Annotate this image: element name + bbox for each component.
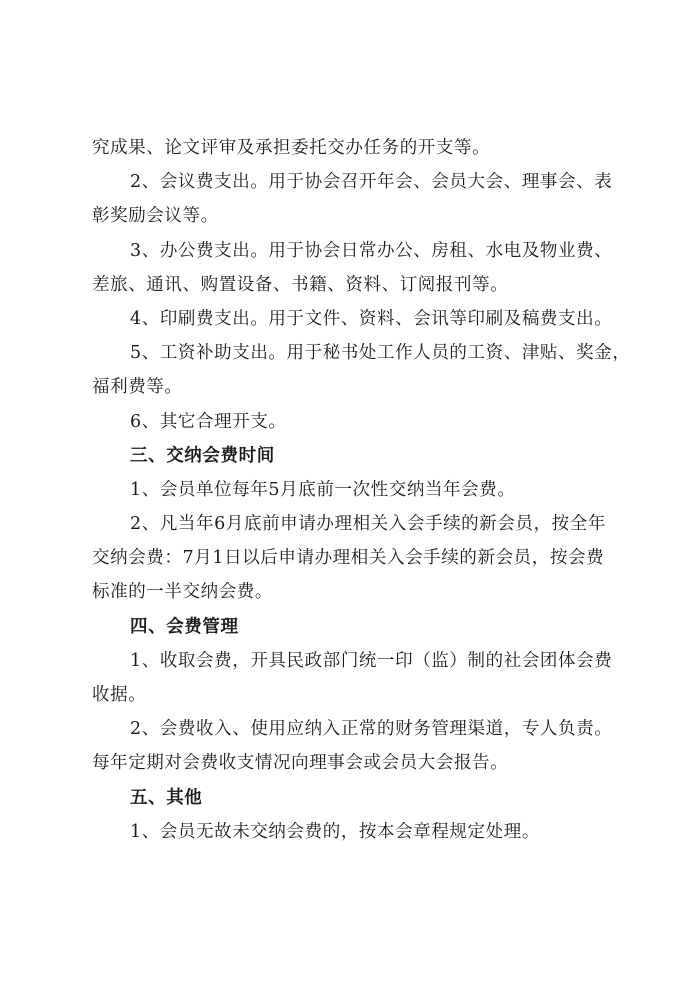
text-line: 收据。 <box>92 685 147 705</box>
text-line: 2、会议费支出。用于协会召开年会、会员大会、理事会、表 <box>130 172 613 193</box>
text-line: 5、工资补助支出。用于秘书处工作人员的工资、津贴、奖金， <box>130 343 631 364</box>
text-line: 究成果、论文评审及承担委托交办任务的开支等。 <box>92 138 491 158</box>
text-line: 标准的一半交纳会费。 <box>92 582 273 603</box>
text-line: 2、会费收入、使用应纳入正常的财务管理渠道，专人负责。 <box>130 719 613 740</box>
text-line: 1、收取会费，开具民政部门统一印（监）制的社会团体会费 <box>130 650 613 671</box>
text-line: 1、会员无故未交纳会费的，按本会章程规定处理。 <box>130 821 540 842</box>
text-line: 差旅、通讯、购置设备、书籍、资料、订阅报刊等。 <box>92 274 509 295</box>
text-line: 3、办公费支出。用于协会日常办公、房租、水电及物业费、 <box>130 240 613 261</box>
text-line: 1、会员单位每年5月底前一次性交纳当年会费。 <box>130 479 516 500</box>
text-line: 4、印刷费支出。用于文件、资料、会讯等印刷及稿费支出。 <box>130 308 613 329</box>
text-line: 彰奖励会议等。 <box>92 206 219 227</box>
section-heading: 五、其他 <box>130 787 203 808</box>
text-line: 6、其它合理开支。 <box>130 411 287 432</box>
section-heading: 三、交纳会费时间 <box>130 445 275 466</box>
text-line: 2、凡当年6月底前申请办理相关入会手续的新会员，按全年 <box>130 514 606 535</box>
text-line: 每年定期对会费收支情况向理事会或会员大会报告。 <box>92 753 509 774</box>
text-line: 福利费等。 <box>92 377 183 398</box>
text-line: 交纳会费：7月1日以后申请办理相关入会手续的新会员，按会费 <box>92 548 605 569</box>
document-body <box>92 131 631 849</box>
section-heading: 四、会费管理 <box>130 616 239 637</box>
